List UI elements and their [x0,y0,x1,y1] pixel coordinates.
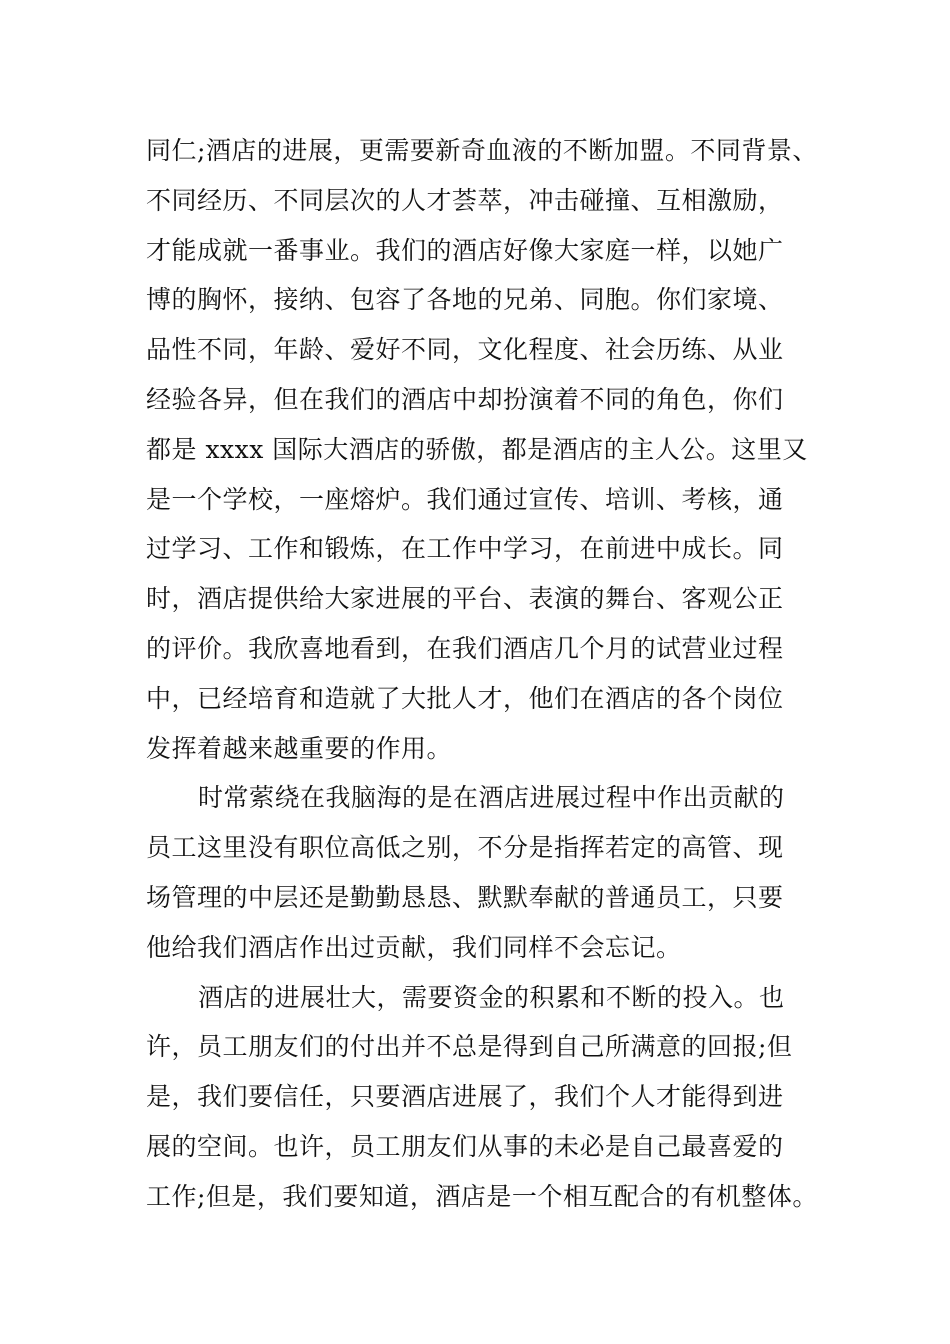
document-body [146,126,846,1222]
text-line: 都是 xxxx 国际大酒店的骄傲，都是酒店的主人公。这里又 [146,434,808,464]
text-line: 的评价。我欣喜地看到，在我们酒店几个月的试营业过程 [146,633,784,663]
text-line: 时，酒店提供给大家进展的平台、表演的舞台、客观公正 [146,584,784,614]
text-line: 许，员工朋友们的付出并不总是得到自己所满意的回报;但 [146,1032,793,1062]
text-line: 中，已经培育和造就了大批人才，他们在酒店的各个岗位 [146,683,784,713]
text-line: 是一个学校，一座熔炉。我们通过宣传、培训、考核，通 [146,484,784,514]
text-line: 是，我们要信任，只要酒店进展了，我们个人才能得到进 [146,1082,784,1112]
text-line: 展的空间。也许，员工朋友们从事的未必是自己最喜爱的 [146,1131,784,1161]
text-line: 才能成就一番事业。我们的酒店好像大家庭一样，以她广 [146,235,784,265]
text-line: 工作;但是，我们要知道，酒店是一个相互配合的有机整体。 [146,1181,818,1211]
text-line: 场管理的中层还是勤勤恳恳、默默奉献的普通员工，只要 [146,882,784,912]
text-line: 不同经历、不同层次的人才荟萃，冲击碰撞、互相激励， [146,185,784,215]
text-line: 员工这里没有职位高低之别，不分是指挥若定的高管、现 [146,833,784,863]
text-line: 他给我们酒店作出过贡献，我们同样不会忘记。 [146,932,682,962]
text-line: 过学习、工作和锻炼，在工作中学习，在前进中成长。同 [146,534,784,564]
text-line: 发挥着越来越重要的作用。 [146,733,453,763]
text-line: 同仁;酒店的进展，更需要新奇血液的不断加盟。不同背景、 [146,136,818,165]
text-line: 品性不同，年龄、爱好不同，文化程度、社会历练、从业 [146,335,784,365]
text-line: 博的胸怀，接纳、包容了各地的兄弟、同胞。你们家境、 [146,285,784,315]
text-line: 经验各异，但在我们的酒店中却扮演着不同的角色，你们 [146,384,784,414]
paragraph-first-line: 时常萦绕在我脑海的是在酒店进展过程中作出贡献的 [198,783,785,813]
paragraph-first-line: 酒店的进展壮大，需要资金的积累和不断的投入。也 [198,982,785,1012]
